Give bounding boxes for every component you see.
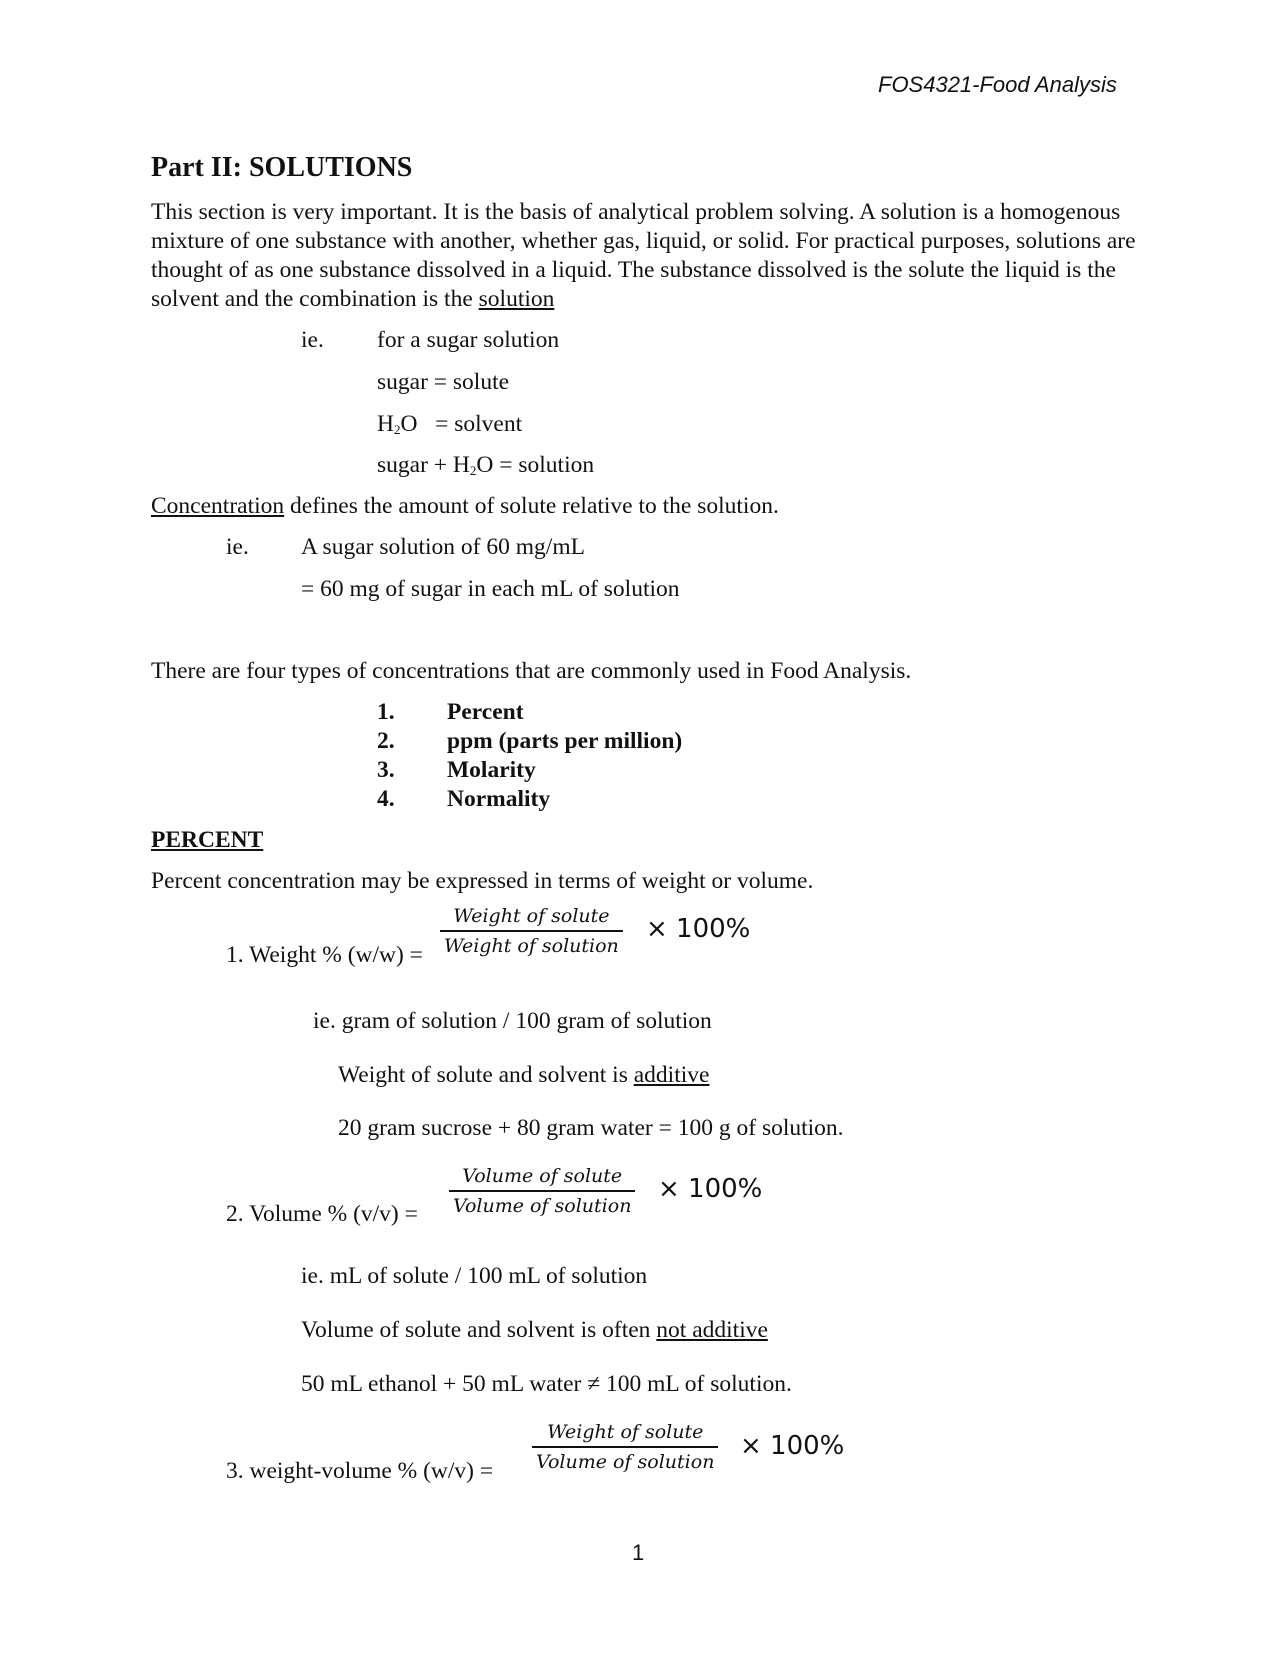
percent-intro: Percent concentration may be expressed in terms of weight or volume. [151,868,814,894]
list-number: 4. [377,786,395,812]
fraction-numerator: Weight of solute [440,905,623,932]
times-100-percent: × 100% [658,1174,763,1204]
weight-ie: ie. gram of solution / 100 gram of solution [313,1008,712,1034]
types-intro: There are four types of concentrations that are commonly used in Food Analysis. [151,658,912,684]
fraction-denominator: Volume of solution [536,1451,715,1473]
types-list [377,698,682,814]
weight-example: 20 gram sucrose + 80 gram water = 100 g of solution. [338,1115,844,1141]
subscript-2: 2 [469,463,477,478]
list-number: 2. [377,728,395,754]
weight-percent-label: 1. Weight % (w/w) = [226,942,423,968]
volume-note [301,1316,768,1345]
weight-volume-percent-label: 3. weight-volume % (w/v) = [226,1458,494,1484]
example2-ie: ie. [226,534,249,560]
fraction-numerator: Weight of solute [532,1421,718,1448]
times-100-percent: × 100% [646,914,751,944]
weight-volume-percent-fraction [532,1421,718,1473]
weight-percent-fraction [440,905,623,957]
subscript-2: 2 [393,422,401,437]
example1-line4 [377,451,594,485]
list-number: 1. [377,699,395,725]
concentration-line [151,492,779,521]
weight-note-text: Weight of solute and solvent is [338,1062,634,1088]
page-number: 1 [632,1540,645,1565]
list-label: Normality [447,786,551,812]
example1-line3 [377,410,522,444]
weight-note [338,1061,709,1090]
list-item [377,727,682,756]
example2-line1: A sugar solution of 60 mg/mL [301,534,585,560]
volume-note-text: Volume of solute and solvent is often [301,1317,657,1343]
list-label: Percent [447,699,524,725]
intro-text: This section is very important. It is the basis of analytical problem solving. A solution is a homogenous mixture of one substance with another, whether gas, liquid, or solid. For practical purposes, solutions are thought of as one substance dissolved in a liquid. The substance dissolved is the solute the liquid is the solvent and the combination is the [151,199,1136,312]
o-solution: O = solution [476,452,595,478]
list-item [377,785,682,814]
concentration-term: Concentration [151,493,285,519]
solution-term: solution [478,286,555,312]
list-label: ppm (parts per million) [447,728,683,754]
list-label: Molarity [447,757,536,783]
example2-line2: = 60 mg of sugar in each mL of solution [301,576,680,602]
example1-line2: sugar = solute [377,369,510,395]
fraction-denominator: Weight of solution [444,935,619,957]
not-additive-term: not additive [656,1317,768,1343]
example1-ie: ie. [301,327,324,353]
percent-heading: PERCENT [151,827,264,853]
volume-ie: ie. mL of solute / 100 mL of solution [301,1263,648,1289]
list-item [377,698,682,727]
list-number: 3. [377,757,395,783]
volume-percent-label: 2. Volume % (v/v) = [226,1201,418,1227]
running-header: FOS4321-Food Analysis [878,72,1117,97]
volume-example: 50 mL ethanol + 50 mL water ≠ 100 mL of solution. [301,1371,792,1397]
intro-paragraph [151,198,1141,314]
example1-line1: for a sugar solution [377,327,560,353]
fraction-numerator: Volume of solute [449,1165,635,1192]
times-100-percent: × 100% [740,1431,845,1461]
list-item [377,756,682,785]
fraction-denominator: Volume of solution [453,1195,632,1217]
o-solvent: O = solvent [400,411,523,437]
sugar-h-label: sugar + H [377,452,470,478]
section-title: Part II: SOLUTIONS [151,152,413,183]
volume-percent-fraction [449,1165,635,1217]
concentration-rest: defines the amount of solute relative to the solution. [284,493,779,519]
h-label: H [377,411,394,437]
additive-term: additive [633,1062,710,1088]
